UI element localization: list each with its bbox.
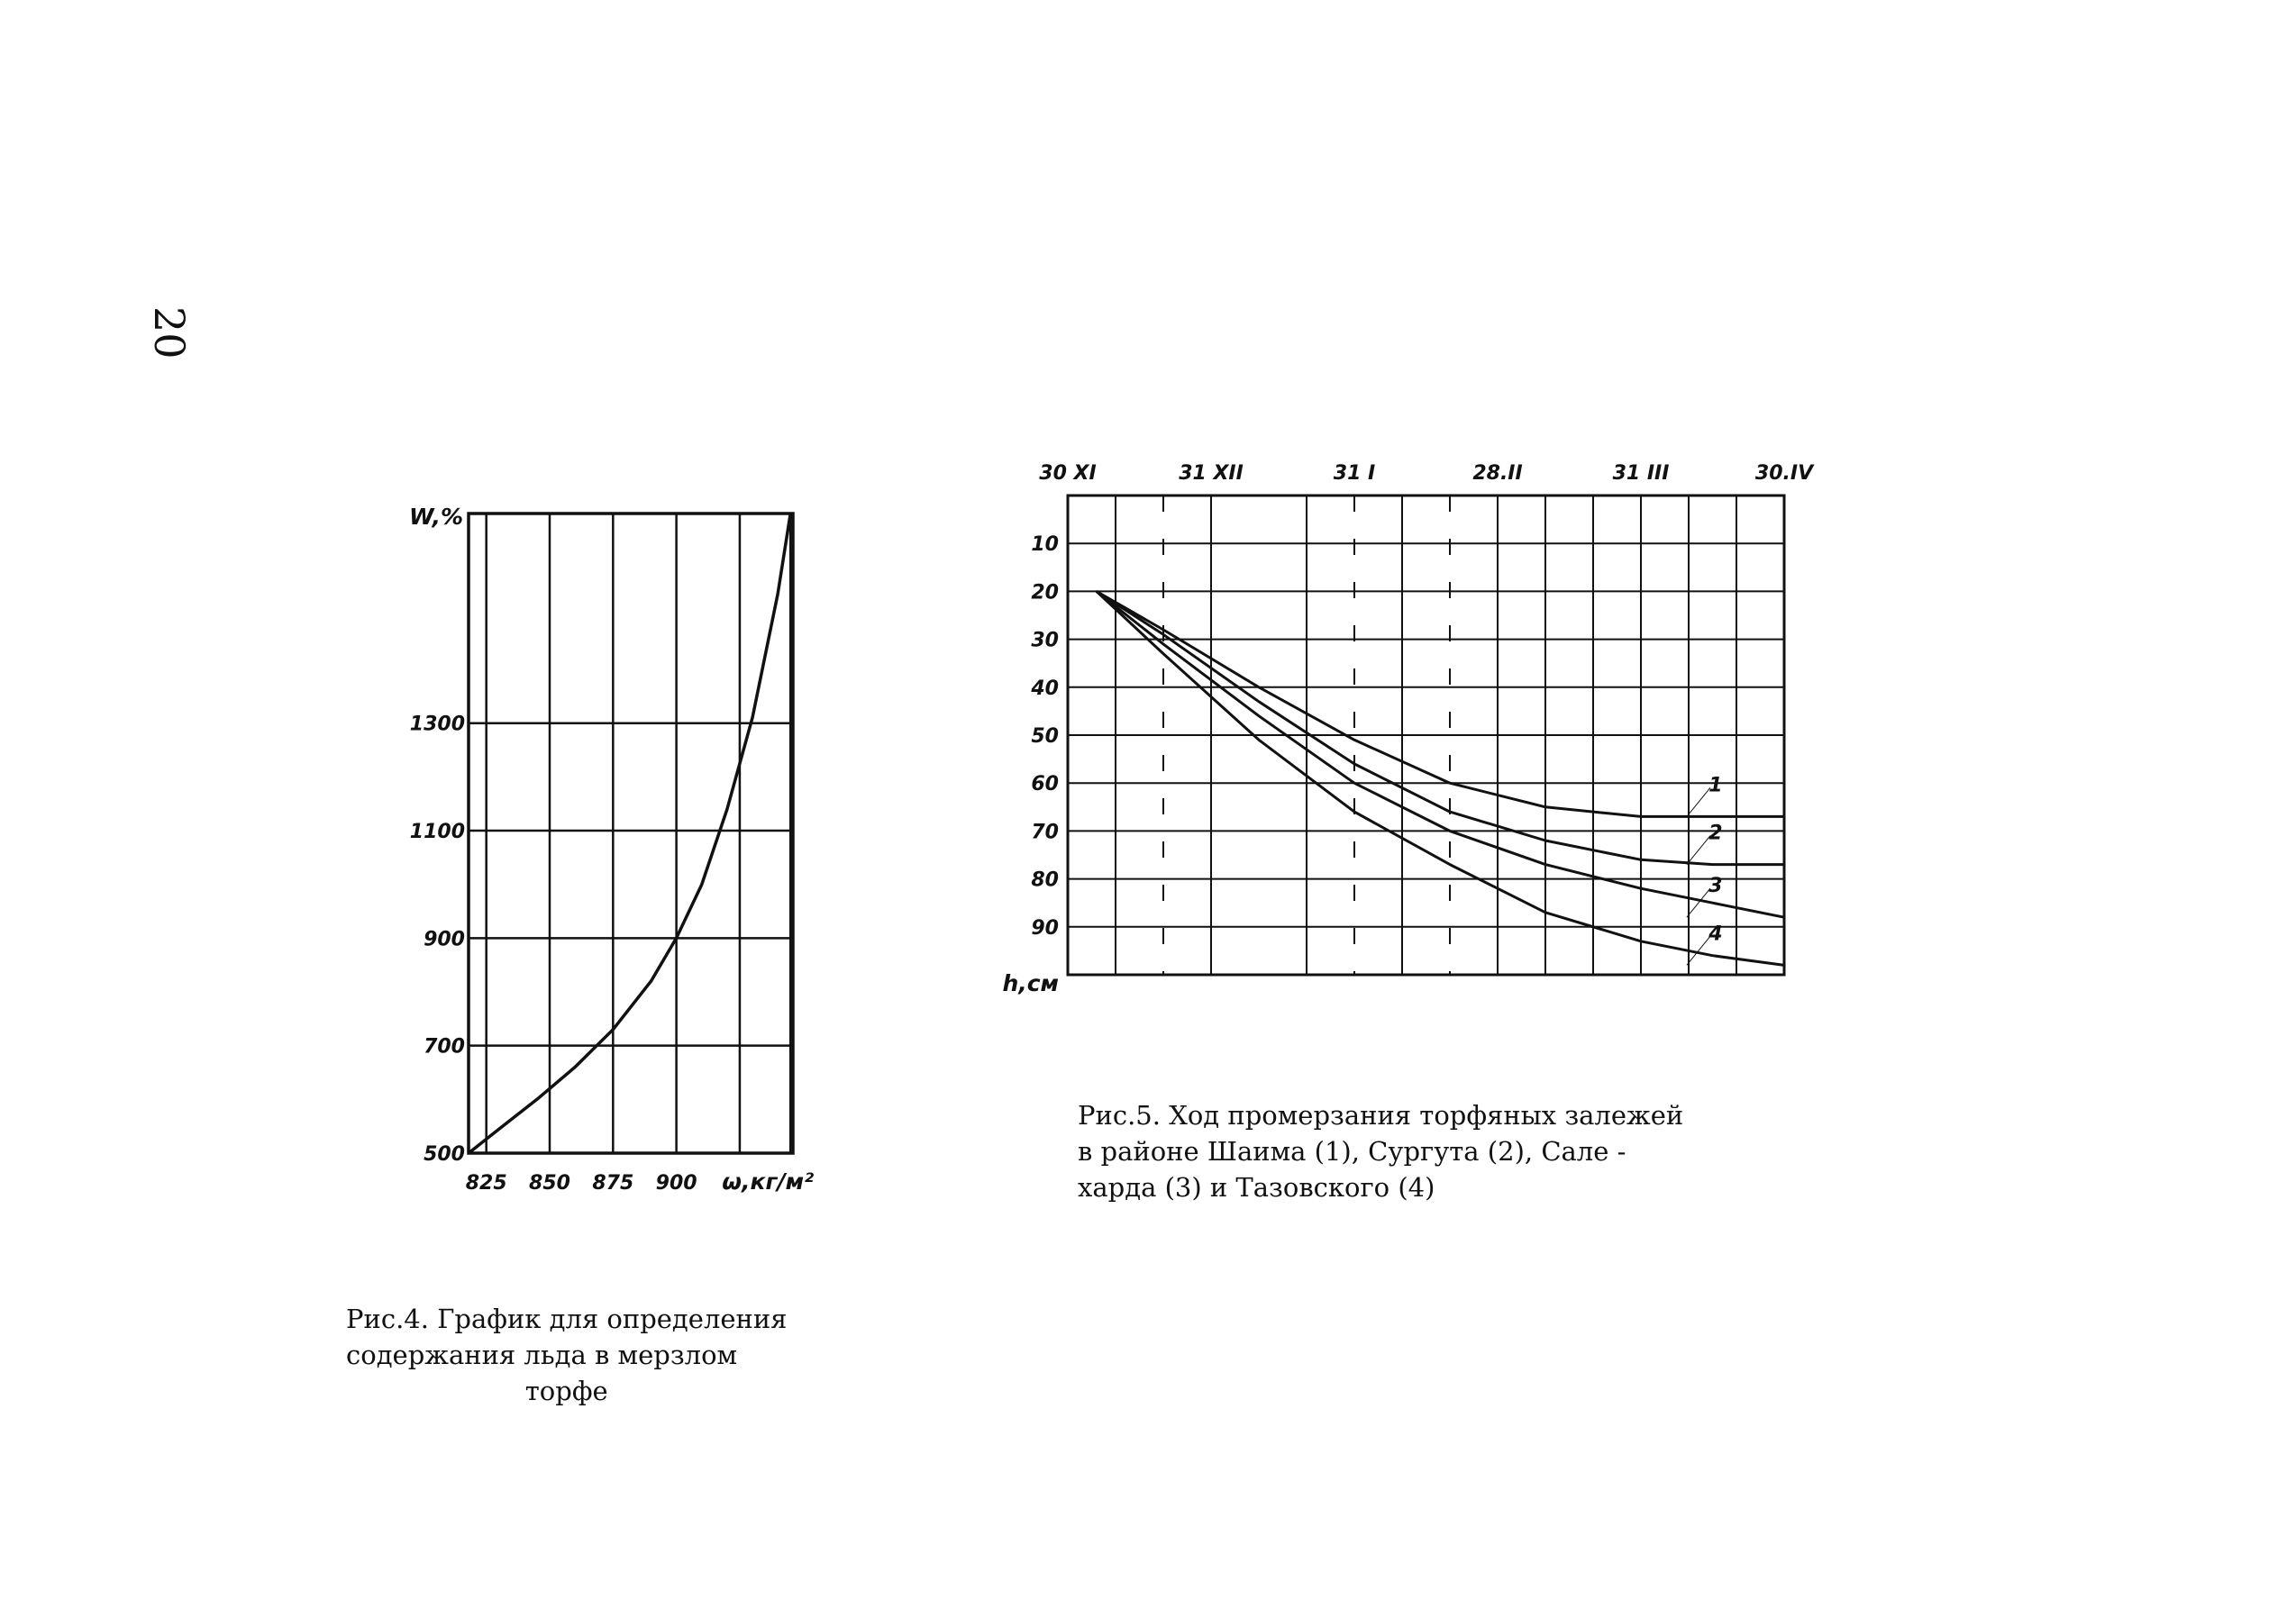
caption-line: торфе	[524, 1376, 608, 1406]
x-tick-label: 31 III	[1612, 462, 1670, 485]
y-tick-label: 40	[1031, 677, 1059, 700]
x-tick-label: 31 I	[1333, 462, 1376, 485]
y-axis-label: h,см	[1002, 970, 1059, 996]
y-tick-label: 70	[1031, 821, 1059, 844]
caption-line: Рис.5. Ход промерзания торфяных залежей	[1078, 1100, 1684, 1131]
series-label-leader	[1687, 836, 1710, 865]
y-tick-label: 10	[1031, 533, 1059, 557]
figure-4-caption	[346, 1301, 787, 1409]
caption-line: Рис.4. График для определения	[346, 1304, 788, 1334]
page-number: 20	[145, 306, 194, 359]
x-tick-label: 30.IV	[1754, 462, 1814, 485]
y-tick-label: 50	[1031, 725, 1059, 748]
caption-line: харда (3) и Тазовского (4)	[1078, 1172, 1435, 1203]
x-tick-label: 28.II	[1472, 462, 1523, 485]
y-tick-label: 1100	[409, 821, 465, 844]
figure-5-caption	[1078, 1097, 1683, 1205]
x-tick-label: 875	[592, 1172, 634, 1195]
y-tick-label: 30	[1031, 629, 1059, 652]
caption-line: в районе Шаима (1), Сургута (2), Сале -	[1078, 1136, 1626, 1167]
y-tick-label: 500	[424, 1143, 465, 1166]
y-tick-label: 20	[1031, 581, 1059, 605]
y-tick-label: 60	[1031, 773, 1059, 796]
x-tick-label: 900	[655, 1172, 697, 1195]
y-tick-label: 700	[424, 1035, 465, 1059]
ice-content-curve	[469, 514, 790, 1153]
series-label: 1	[1708, 774, 1723, 797]
series-label: 2	[1708, 822, 1723, 845]
y-tick-label: 1300	[409, 713, 465, 736]
x-tick-label: 825	[465, 1172, 507, 1195]
x-tick-label: 30 XI	[1039, 462, 1097, 485]
ice-content-chart	[396, 486, 847, 1207]
freezing-depth-chart	[987, 450, 1870, 1018]
y-tick-label: 900	[424, 928, 465, 951]
series-label: 4	[1708, 923, 1723, 946]
x-tick-label: 850	[529, 1172, 570, 1195]
y-tick-label: 80	[1031, 868, 1059, 892]
plot-frame	[469, 514, 793, 1153]
y-axis-label: W,%	[409, 504, 463, 530]
series-label: 3	[1708, 875, 1723, 898]
x-axis-label: ω,кг/м²	[722, 1168, 815, 1195]
series-label-leader	[1687, 787, 1710, 816]
freezing-curve-2	[1097, 591, 1784, 864]
x-tick-label: 31 XII	[1179, 462, 1244, 485]
freezing-curve-3	[1097, 591, 1784, 917]
y-tick-label: 90	[1031, 916, 1059, 940]
caption-line: содержания льда в мерзлом	[346, 1340, 738, 1370]
